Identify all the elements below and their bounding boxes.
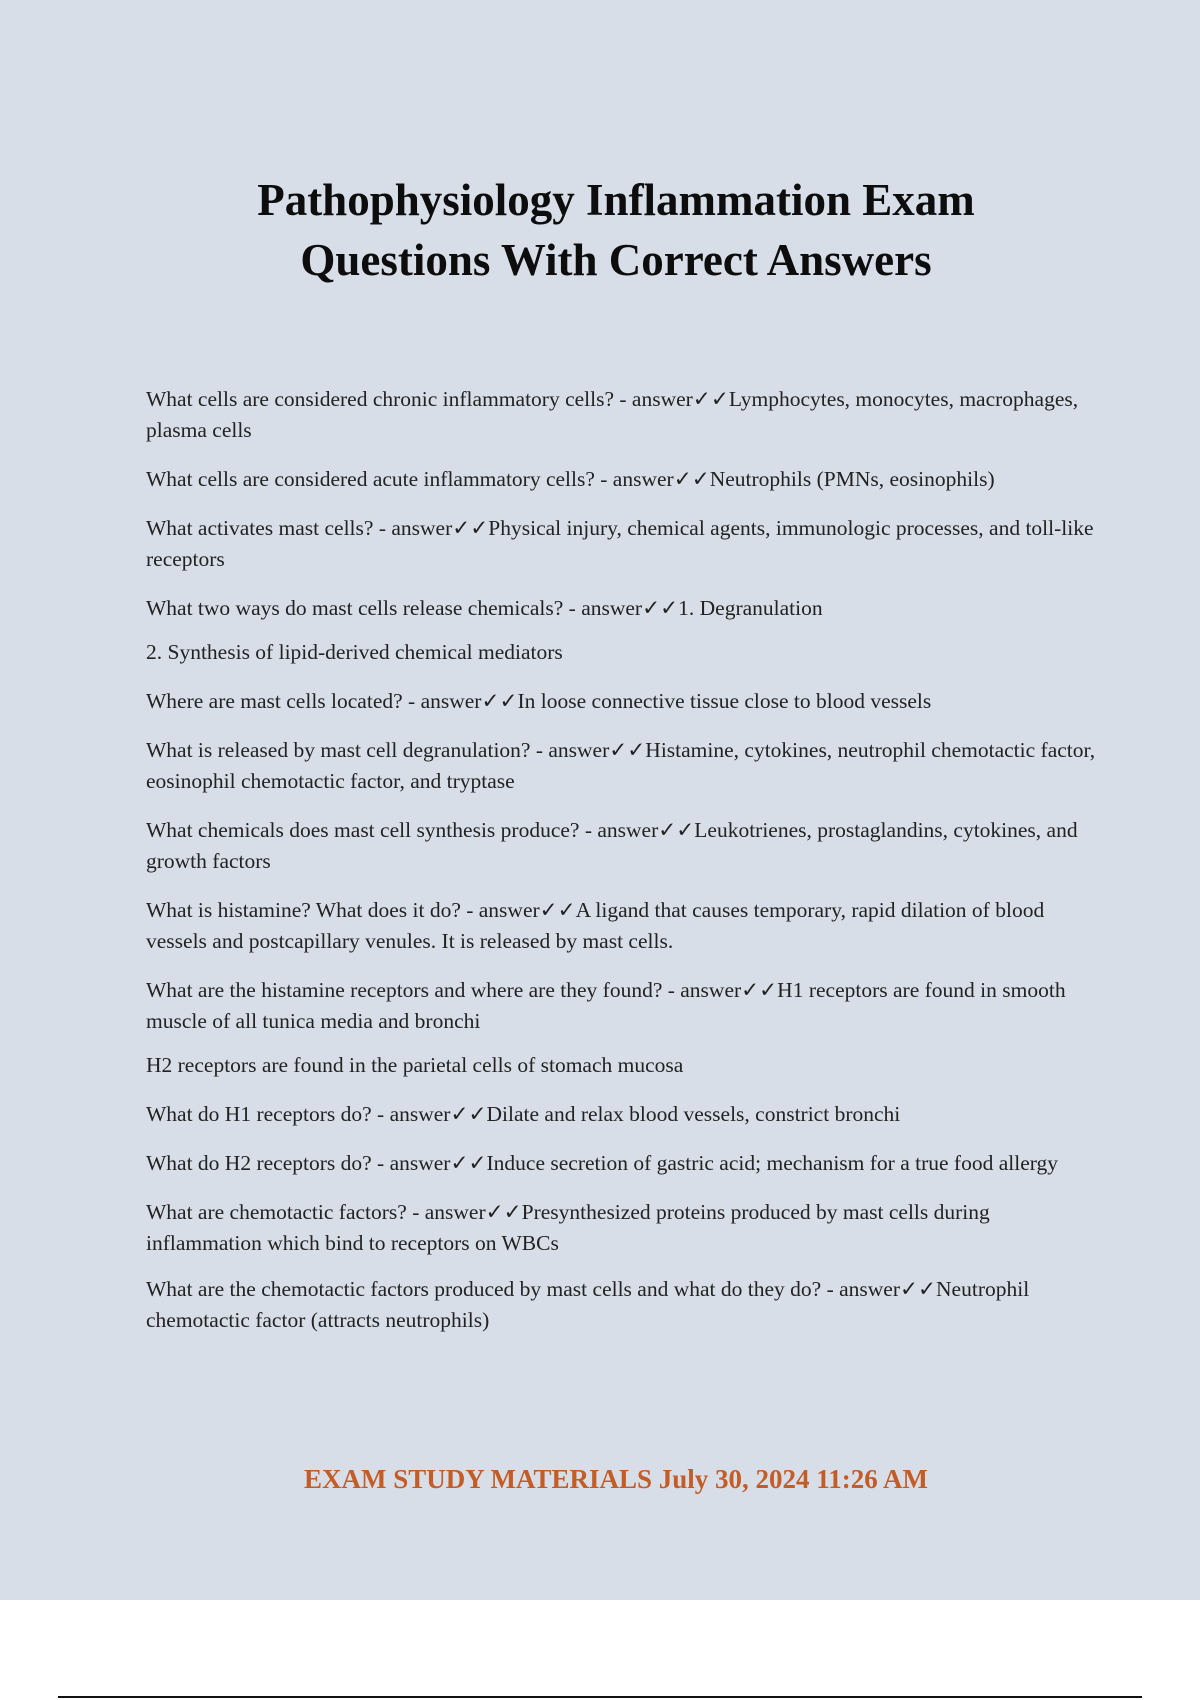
qa-item-synthesis: What chemicals does mast cell synthesis produce? - answer✓✓Leukotrienes, prostaglandins, cytokines, and growth factors: [146, 818, 1078, 873]
qa-item-h1-function: What do H1 receptors do? - answer✓✓Dilate and relax blood vessels, constrict bronchi: [146, 1102, 901, 1126]
title-line-1: Pathophysiology Inflammation Exam: [257, 175, 975, 225]
title-line-2: Questions With Correct Answers: [300, 235, 932, 285]
qa-item-mast-location: Where are mast cells located? - answer✓✓In loose connective tissue close to blood vessels: [146, 689, 932, 713]
bottom-divider: [58, 1696, 1142, 1698]
qa-list: [146, 384, 1096, 1354]
qa-item-histamine: What is histamine? What does it do? - answer✓✓A ligand that causes temporary, rapid dilation of blood vessels and postcapillary venules. It is released by mast cells.: [146, 898, 1045, 953]
qa-item-h2-location: H2 receptors are found in the parietal cells of stomach mucosa: [146, 1053, 684, 1077]
footer-stamp: EXAM STUDY MATERIALS July 30, 2024 11:26 AM: [303, 1464, 929, 1494]
qa-item-chemotactic-mast: What are the chemotactic factors produced by mast cells and what do they do? - answer✓✓Neutrophil chemotactic factor (attracts neutrophils): [146, 1277, 1030, 1332]
qa-item-degranulation: What is released by mast cell degranulation? - answer✓✓Histamine, cytokines, neutrophil chemotactic factor, eosinophil chemotactic factor, and tryptase: [146, 738, 1096, 793]
page-title: [0, 170, 1200, 290]
qa-item-mast-release-cont: 2. Synthesis of lipid-derived chemical mediators: [146, 640, 563, 664]
qa-item-acute-cells: What cells are considered acute inflammatory cells? - answer✓✓Neutrophils (PMNs, eosinophils): [146, 467, 995, 491]
qa-item-mast-activation: What activates mast cells? - answer✓✓Physical injury, chemical agents, immunologic processes, and toll-like receptors: [146, 516, 1094, 571]
qa-item-chemotactic-factors: What are chemotactic factors? - answer✓✓Presynthesized proteins produced by mast cells during inflammation which bind to receptors on WBCs: [146, 1200, 990, 1255]
qa-item-mast-release: What two ways do mast cells release chemicals? - answer✓✓1. Degranulation: [146, 596, 823, 620]
qa-item-chronic-cells: What cells are considered chronic inflammatory cells? - answer✓✓Lymphocytes, monocytes, macrophages, plasma cells: [146, 387, 1079, 442]
qa-item-h2-function: What do H2 receptors do? - answer✓✓Induce secretion of gastric acid; mechanism for a true food allergy: [146, 1151, 1059, 1175]
qa-item-histamine-receptors: What are the histamine receptors and where are they found? - answer✓✓H1 receptors are found in smooth muscle of all tunica media and bronchi: [146, 978, 1066, 1033]
